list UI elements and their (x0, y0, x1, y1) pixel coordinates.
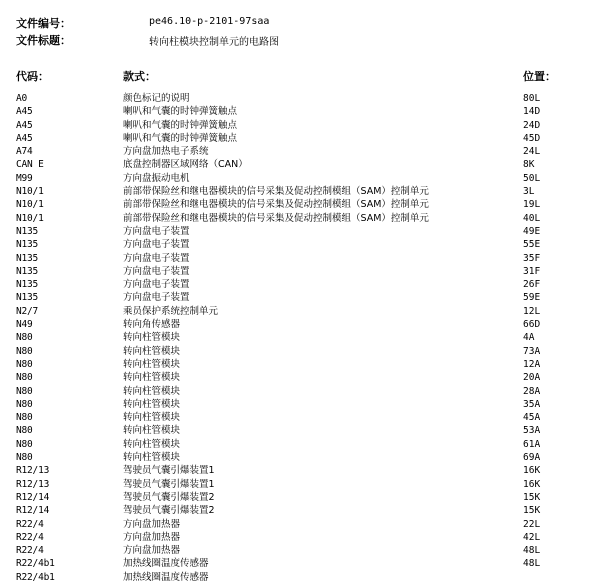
row-position: 61A (523, 438, 541, 450)
column-header-description: 款式： (123, 70, 156, 83)
column-header-position: 位置： (523, 70, 556, 83)
row-description: 喇叭和气囊的时钟弹簧触点 (123, 106, 238, 118)
row-description: 驾驶员气囊引爆装置2 (123, 505, 215, 517)
row-code: N10/1 (16, 199, 44, 211)
row-description: 方向盘加热器 (123, 545, 181, 557)
table-row (0, 305, 602, 318)
row-code: A0 (16, 93, 28, 104)
table-row (0, 371, 602, 384)
row-description: 喇叭和气囊的时钟弹簧触点 (123, 119, 238, 131)
table-row (0, 318, 602, 331)
row-code: N80 (16, 398, 33, 410)
row-description: 方向盘电子装置 (123, 279, 190, 291)
row-position: 24D (523, 119, 541, 131)
row-description: 颜色标记的说明 (123, 93, 190, 104)
row-code: R12/13 (16, 478, 50, 490)
table-row (0, 544, 602, 557)
row-position: 59E (523, 292, 541, 304)
row-position: 31F (523, 265, 541, 277)
file-number-label: 文件编号： (16, 17, 71, 30)
table-row (0, 158, 602, 171)
row-position: 19L (523, 199, 541, 211)
row-description: 转向柱管模块 (123, 385, 181, 397)
row-code: R22/4b1 (16, 571, 55, 583)
row-position: 22L (523, 518, 541, 530)
row-position: 35F (523, 252, 541, 264)
row-code: R12/14 (16, 505, 50, 517)
row-description: 驾驶员气囊引爆装置2 (123, 491, 215, 503)
row-description: 方向盘加热电子系统 (123, 146, 209, 158)
file-title-value: 转向柱模块控制单元的电路图 (149, 37, 279, 48)
row-description: 转向柱管模块 (123, 345, 181, 357)
row-description: 方向盘加热器 (123, 518, 181, 530)
row-position: 35A (523, 398, 541, 410)
row-position: 16K (523, 465, 541, 477)
row-description: 转向柱管模块 (123, 358, 181, 370)
row-position: 4A (523, 332, 535, 344)
row-description: 驾驶员气囊引爆装置1 (123, 465, 215, 477)
row-code: N10/1 (16, 212, 44, 224)
table-row (0, 557, 602, 570)
row-position: 69A (523, 452, 541, 464)
row-position: 14D (523, 106, 541, 118)
row-code: R12/14 (16, 491, 50, 503)
table-row (0, 331, 602, 344)
row-position: 49E (523, 225, 541, 237)
row-code: R12/13 (16, 465, 50, 477)
row-position: 16K (523, 478, 541, 490)
row-description: 驾驶员气囊引爆装置1 (123, 478, 215, 490)
row-position: 42L (523, 531, 541, 543)
row-position: 53A (523, 425, 541, 437)
row-code: N80 (16, 412, 33, 424)
row-code: R22/4 (16, 545, 44, 557)
row-position: 12L (523, 305, 541, 317)
file-title-label: 文件标题： (16, 34, 71, 47)
component-list (0, 92, 602, 584)
row-code: A45 (16, 119, 33, 131)
table-row (0, 225, 602, 238)
table-row (0, 132, 602, 145)
row-code: N80 (16, 438, 33, 450)
row-description: 加热线圈温度传感器 (123, 558, 209, 570)
row-code: R22/4b1 (16, 558, 55, 570)
row-position: 24L (523, 146, 541, 158)
row-position: 3L (523, 186, 535, 198)
table-row (0, 212, 602, 225)
row-description: 方向盘电子装置 (123, 265, 190, 277)
row-description: 前部带保险丝和继电器模块的信号采集及促动控制模组（SAM）控制单元 (123, 212, 429, 224)
row-description: 前部带保险丝和继电器模块的信号采集及促动控制模组（SAM）控制单元 (123, 186, 429, 198)
row-description: 方向盘振动电机 (123, 172, 190, 184)
row-description: 转向柱管模块 (123, 438, 181, 450)
row-code: A45 (16, 132, 33, 144)
row-position: 73A (523, 345, 541, 357)
row-description: 加热线圈温度传感器 (123, 571, 209, 583)
row-description: 转向角传感器 (123, 319, 181, 331)
row-description: 转向柱管模块 (123, 412, 181, 424)
row-code: N2/7 (16, 305, 39, 317)
row-position: 45D (523, 132, 541, 144)
row-description: 方向盘加热器 (123, 531, 181, 543)
column-header-code: 代码： (16, 70, 49, 83)
row-code: N80 (16, 358, 33, 370)
file-number-value: pe46.10-p-2101-97saa (149, 16, 270, 27)
row-code: M99 (16, 172, 33, 184)
row-code: A74 (16, 146, 33, 158)
row-code: N135 (16, 239, 39, 251)
row-code: N80 (16, 372, 33, 384)
table-row (0, 491, 602, 504)
row-description: 转向柱管模块 (123, 452, 181, 464)
row-description: 方向盘电子装置 (123, 252, 190, 264)
row-position: 50L (523, 172, 541, 184)
table-row (0, 464, 602, 477)
row-position: 48L (523, 558, 541, 570)
table-row (0, 278, 602, 291)
row-description: 方向盘电子装置 (123, 292, 190, 304)
row-description: 转向柱管模块 (123, 425, 181, 437)
row-code: N135 (16, 292, 39, 304)
row-code: N135 (16, 252, 39, 264)
row-code: N135 (16, 265, 39, 277)
row-code: A45 (16, 106, 33, 118)
table-row (0, 291, 602, 304)
table-row (0, 119, 602, 132)
row-position: 66D (523, 319, 541, 331)
table-row (0, 438, 602, 451)
row-position: 28A (523, 385, 541, 397)
row-position: 40L (523, 212, 541, 224)
row-code: N49 (16, 319, 33, 331)
table-row (0, 345, 602, 358)
table-row (0, 518, 602, 531)
row-code: N135 (16, 225, 39, 237)
table-row (0, 265, 602, 278)
row-position: 26F (523, 279, 541, 291)
row-position: 80L (523, 93, 541, 104)
row-position: 55E (523, 239, 541, 251)
table-row (0, 185, 602, 198)
table-row (0, 105, 602, 118)
row-description: 喇叭和气囊的时钟弹簧触点 (123, 132, 238, 144)
row-position: 15K (523, 505, 541, 517)
table-row (0, 411, 602, 424)
table-row (0, 238, 602, 251)
row-description: 底盘控制器区域网络（CAN） (123, 159, 248, 171)
row-code: R22/4 (16, 531, 44, 543)
row-code: N10/1 (16, 186, 44, 198)
table-row (0, 145, 602, 158)
row-position: 12A (523, 358, 541, 370)
row-code: N80 (16, 452, 33, 464)
row-code: N80 (16, 425, 33, 437)
row-description: 方向盘电子装置 (123, 225, 190, 237)
table-row (0, 198, 602, 211)
table-row (0, 172, 602, 185)
row-description: 转向柱管模块 (123, 372, 181, 384)
table-row (0, 451, 602, 464)
table-row (0, 252, 602, 265)
row-description: 转向柱管模块 (123, 398, 181, 410)
row-description: 前部带保险丝和继电器模块的信号采集及促动控制模组（SAM）控制单元 (123, 199, 429, 211)
table-row (0, 358, 602, 371)
row-code: N135 (16, 279, 39, 291)
table-row (0, 478, 602, 491)
table-row (0, 385, 602, 398)
row-position: 8K (523, 159, 535, 171)
row-code: CAN E (16, 159, 44, 171)
row-position: 45A (523, 412, 541, 424)
table-row (0, 398, 602, 411)
row-code: R22/4 (16, 518, 44, 530)
table-row (0, 92, 602, 105)
row-description: 转向柱管模块 (123, 332, 181, 344)
table-row (0, 531, 602, 544)
row-position: 48L (523, 545, 541, 557)
row-position: 20A (523, 372, 541, 384)
row-code: N80 (16, 345, 33, 357)
row-code: N80 (16, 332, 33, 344)
row-code: N80 (16, 385, 33, 397)
table-row (0, 424, 602, 437)
row-description: 乘员保护系统控制单元 (123, 305, 219, 317)
row-description: 方向盘电子装置 (123, 239, 190, 251)
row-position: 15K (523, 491, 541, 503)
table-row (0, 504, 602, 517)
